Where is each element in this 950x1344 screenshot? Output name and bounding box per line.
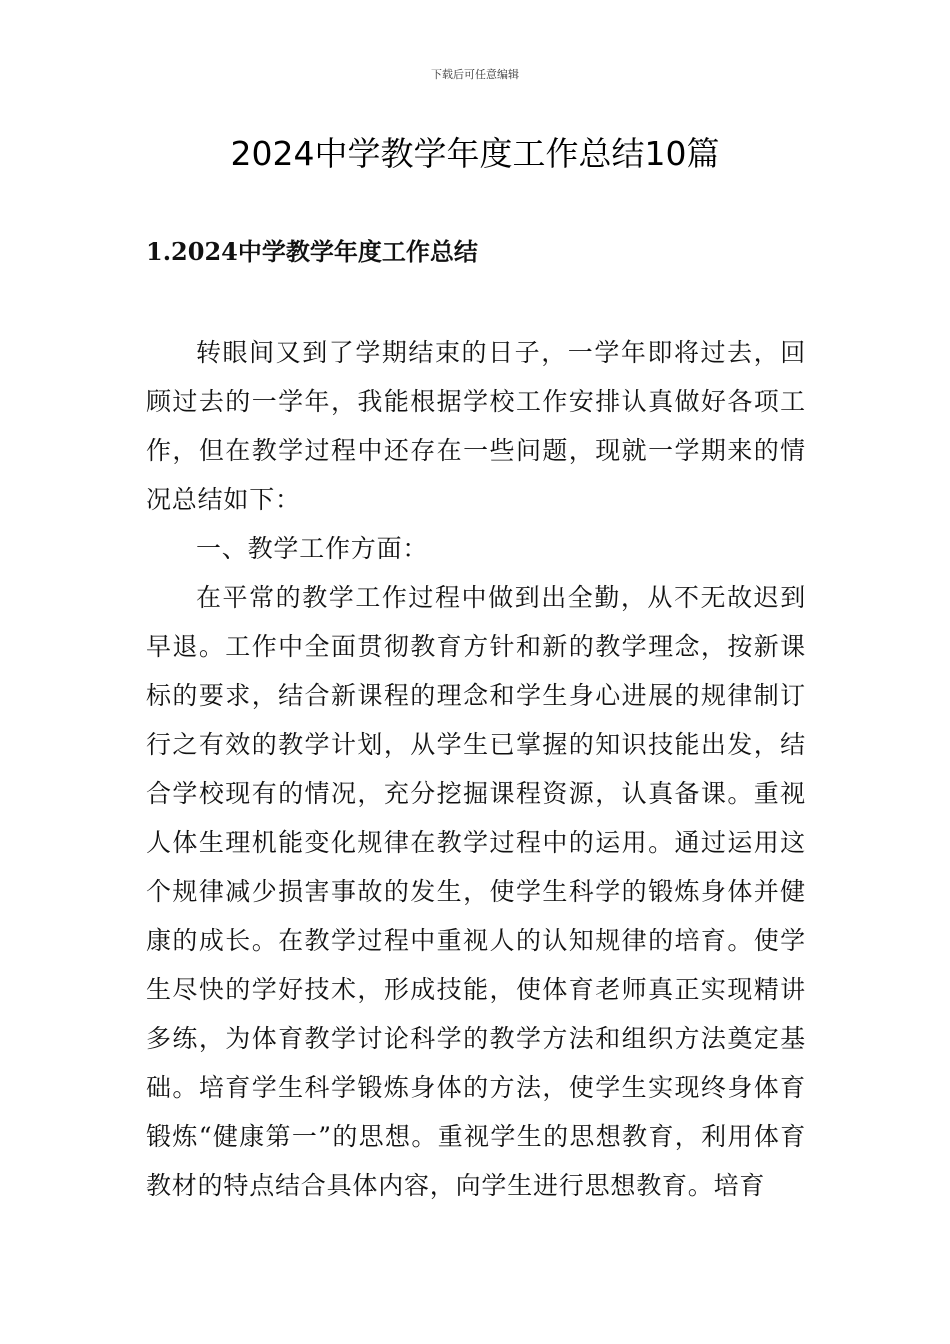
paragraph-intro: 转眼间又到了学期结束的日子，一学年即将过去，回顾过去的一学年，我能根据学校工作安排认真做好各项工作，但在教学过程中还存在一些问题，现就一学期来的情况总结如下： [146, 338, 806, 514]
document-title: 2024中学教学年度工作总结10篇 [230, 134, 720, 173]
section-title: 1.2024中学教学年度工作总结 [146, 237, 478, 266]
header-note: 下载后可任意编辑 [431, 68, 519, 81]
paragraph-teaching-details: 在平常的教学工作过程中做到出全勤，从不无故迟到早退。工作中全面贯彻教育方针和新的教学理念，按新课标的要求，结合新课程的理念和学生身心进展的规律制订行之有效的教学计划，从学生已掌握的知识技能出发，结合学校现有的情况，充分挖掘课程资源，认真备课。重视人体生理机能变化规律在教学过程中的运用。通过运用这个规律减少损害事故的发生，使学生科学的锻炼身体并健康的成长。在教学过程中重视人的认知规律的培育。使学生尽快的学好技术，形成技能，使体育老师真正实现精讲多练，为体育教学讨论科学的教学方法和组织方法奠定基础。培育学生科学锻炼身体的方法，使学生实现终身体育锻炼“健康第一”的思想。重视学生的思想教育，利用体育教材的特点结合具体内容，向学生进行思想教育。培育 [146, 583, 806, 1200]
body-text [146, 328, 806, 1210]
paragraph-heading-teaching: 一、教学工作方面： [196, 534, 429, 563]
